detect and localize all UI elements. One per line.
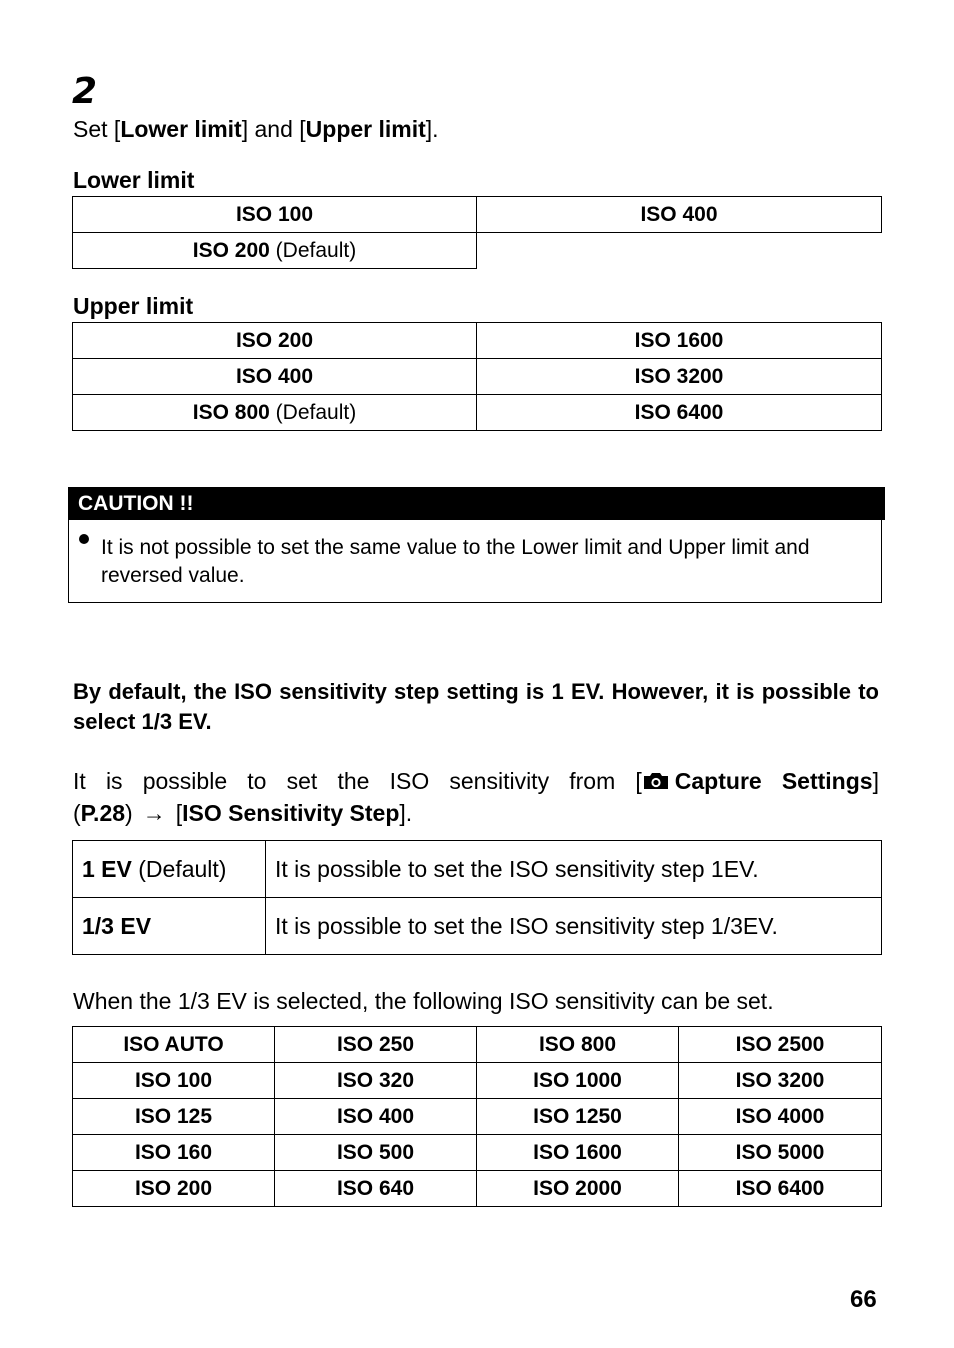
caution-title: CAUTION !! [68,487,885,520]
text-word: possible [142,768,228,794]
step-instruction [73,114,439,144]
table-row [73,395,882,431]
table-row [73,1135,882,1171]
table-cell: ISO 4000 [679,1099,882,1135]
instruction-prefix: Set [ [73,116,121,142]
instruction-mid: ] and [ [241,116,306,142]
table-cell: ISO 1600 [477,323,882,359]
table-cell: ISO 400 [477,197,882,233]
table-cell: ISO 3200 [477,359,882,395]
caution-text: It is not possible to set the same value to the Lower limit and Upper limit and reversed value. [101,536,810,587]
table-cell: ISO 400 [275,1099,477,1135]
table-cell: 1/3 EV [73,898,266,955]
menu-item-name: ISO Sensitivity Step [182,800,400,826]
table-cell: ISO 200 (Default) [73,233,477,269]
table-cell: ISO 2000 [477,1171,679,1207]
text-word: from [569,768,616,794]
arrow-right-icon: → [142,800,166,826]
third-ev-intro: When the 1/3 EV is selected, the following ISO sensitivity can be set. [73,988,774,1014]
table-cell: It is possible to set the ISO sensitivity step 1/3EV. [266,898,882,955]
settings-word: Settings [781,768,873,794]
table-cell: ISO AUTO [73,1027,275,1063]
text-word: ISO [389,768,430,794]
table-cell: ISO 125 [73,1099,275,1135]
ev-step-table [72,840,882,955]
table-cell: ISO 6400 [477,395,882,431]
table-row [73,323,882,359]
table-cell: ISO 200 [73,1171,275,1207]
capture-settings-ref: [ Capture [635,768,762,794]
caution-box [68,487,882,603]
lower-limit-heading: Lower limit [73,167,195,193]
table-row [73,1171,882,1207]
empty-cell [477,233,882,269]
table-row [73,197,882,233]
table-cell: ISO 1250 [477,1099,679,1135]
text-word: is [105,768,123,794]
table-row [73,841,882,898]
instruction-suffix: ]. [425,116,439,142]
table-cell: ISO 250 [275,1027,477,1063]
table-cell: ISO 5000 [679,1135,882,1171]
upper-limit-table [72,322,882,431]
text-word: It [73,768,86,794]
table-cell: ISO 2500 [679,1027,882,1063]
table-cell: ISO 3200 [679,1063,882,1099]
table-cell: ISO 500 [275,1135,477,1171]
step-number: 2 [72,71,97,112]
table-cell: ISO 100 [73,197,477,233]
table-cell: ISO 1000 [477,1063,679,1099]
upper-limit-heading: Upper limit [73,293,194,319]
page-number: 66 [850,1286,877,1313]
camera-icon [643,766,669,784]
iso-values-table [72,1026,882,1207]
table-row [73,233,882,269]
table-cell: 1 EV (Default) [73,841,266,898]
menu-path-paragraph: It is possible to set the ISO sensitivity from [ Capture Settings] (P.28) → [ISO Sensitivity Step]. [73,765,879,829]
table-cell: ISO 800 [477,1027,679,1063]
table-row [73,1099,882,1135]
text-word: to [247,768,267,794]
text-word: set [286,768,318,794]
text-word: sensitivity [449,768,550,794]
table-cell: ISO 200 [73,323,477,359]
capture-word: Capture [674,768,762,794]
page-reference: P.28 [80,800,126,826]
table-cell: ISO 100 [73,1063,275,1099]
table-row [73,359,882,395]
table-cell: ISO 6400 [679,1171,882,1207]
lower-limit-table [72,196,882,269]
table-row [73,898,882,955]
intro-paragraph: By default, the ISO sensitivity step setting is 1 EV. However, it is possible to select 1/3 EV. [73,679,879,734]
table-cell: ISO 160 [73,1135,275,1171]
table-cell: ISO 1600 [477,1135,679,1171]
table-cell: ISO 400 [73,359,477,395]
upper-limit-label: Upper limit [305,116,426,142]
table-cell: ISO 320 [275,1063,477,1099]
bullet-icon [79,534,89,544]
table-row [73,1027,882,1063]
table-cell: ISO 640 [275,1171,477,1207]
table-cell: ISO 800 (Default) [73,395,477,431]
text-word: the [337,768,370,794]
lower-limit-label: Lower limit [120,116,242,142]
table-cell: It is possible to set the ISO sensitivity step 1EV. [266,841,882,898]
table-row [73,1063,882,1099]
